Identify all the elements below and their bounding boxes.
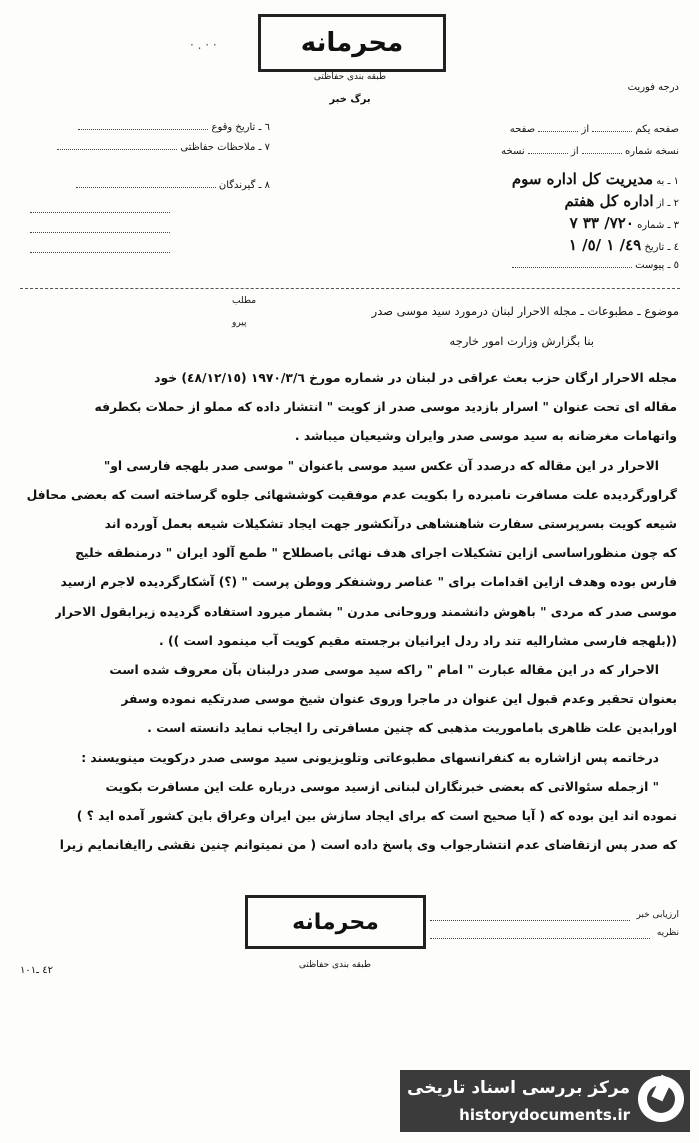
priority-label: درجه فوریت bbox=[627, 82, 679, 93]
evaluation-line bbox=[430, 920, 630, 921]
right-field-from: ٢ ـ از اداره کل هفتم bbox=[564, 192, 679, 210]
body-line: مقاله ای تحت عنوان " اسرار بازدید موسی صدر از کویت " انتشار داده که مملو از حملات بکطرفه bbox=[94, 400, 677, 415]
addressee-line: بنا بگزارش وزارت امور خارجه bbox=[449, 334, 594, 348]
body-line: که صدر پس ازتقاضای عدم انتشارجواب وی پاسخ داده است ( من نمیتوانم چنین نقشی راایفانمایم زیرا bbox=[59, 838, 677, 853]
right-field-copy: نسخه شماره از نسخه bbox=[501, 146, 679, 157]
classification-sub: طبقه بندی حفاظتی bbox=[313, 72, 387, 82]
left-dotted-line bbox=[30, 212, 170, 213]
left-field-notes: ٧ ـ ملاحظات حفاظتی bbox=[30, 142, 270, 153]
right-field-attachment: ٥ ـ پیوست bbox=[419, 260, 679, 271]
body-line: درخاتمه پس ازاشاره به کنفرانسهای مطبوعاتی وتلویزیونی سید موسی صدر درکویت مینویسند : bbox=[81, 750, 659, 765]
watermark-banner bbox=[400, 1070, 690, 1132]
body-line: فارس بوده وهدف ازاین اقدامات برای " عناصر روشنفکر ووطن پرست " (؟) آشکارگردیده لاجرم ازسید bbox=[60, 575, 677, 590]
body-line: موسی صدر که مردی " باهوش دانشمند وروحانی مدرن " بشمار میرود استفاده گردیده زیرابقول الاحرار bbox=[54, 604, 677, 619]
subject-line: موضوع ـ مطبوعات ـ مجله الاحرار لبنان درمورد سید موسی صدر bbox=[371, 304, 679, 318]
body-line: الاحرار در این مقاله که درصدد آن عکس سید موسی باعنوان " موسی صدر بلهجه فارسی او" bbox=[103, 458, 659, 473]
left-field-recipients: ٨ ـ گیرندگان bbox=[30, 180, 270, 191]
right-field-number: ٣ ـ شماره ٧٢٠/ ٣٣ ٧ bbox=[569, 214, 679, 232]
right-field-page: صفحه یکم از صفحه bbox=[509, 124, 679, 135]
bottom-stamp-text: محرمانه bbox=[292, 909, 379, 935]
side-label-subject: مطلب bbox=[232, 296, 257, 306]
body-line: بعنوان تحقیر وعدم قبول این عنوان در ماجرا وروی عنوان شیخ موسی صدرتکیه نموده وسفر bbox=[121, 692, 677, 707]
body-line: اورابدین علت ظاهری باماموریت مذهبی که چنین مسافرتی را ایجاب نماید دانسته است . bbox=[147, 721, 677, 736]
body-line: نموده اند این بوده که ( آیا صحیح است که برای ایجاد سازش بین ایران وعراق باین کشور آمده اید ؟ ) bbox=[76, 809, 677, 823]
bottom-classification-sub: طبقه بندی حفاظتی bbox=[298, 960, 372, 970]
body-line: که چون منظوراساسی ازاین تشکیلات اجرای هدف نهائی باصطلاح " طمع آلود ایران " درمنطقه خلیج bbox=[75, 546, 677, 561]
form-title: برگ خبر bbox=[329, 94, 371, 105]
body-line: الاحرار که در این مقاله عبارت " امام " راکه سید موسی صدر درلبنان بآن معروف شده است bbox=[109, 663, 659, 677]
archive-logo-icon bbox=[638, 1076, 684, 1122]
right-field-date: ٤ ـ تاریخ ٤٩/ ١ /٥/ ١ bbox=[568, 236, 679, 254]
body-line: گراورگردیده علت مسافرت نامبرده را بکویت عدم موفقیت کوششهائی جلوه گرساخته است که بعضی محافل bbox=[26, 487, 677, 502]
header-dots: · . · · bbox=[190, 38, 217, 52]
classification-stamp bbox=[258, 14, 446, 72]
body-line: واتهامات مغرضانه به سید موسی صدر وایران وشیعیان میباشد . bbox=[294, 429, 677, 444]
body-line: ((بلهجه فارسی مشارالیه تند راد ردل ایرانیان برجسته مقیم کویت آب مینمود است )) . bbox=[159, 633, 677, 648]
body-line: " ازجمله سئوالاتی که بعضی خبرنگاران لبنانی ازسید موسی درباره علت این مسافرت بکویت bbox=[105, 779, 659, 794]
body-line: مجله الاحرار ارگان حزب بعث عراقی در لبنان در شماره مورخ ١٩٧٠/٣/٦ (٤٨/١٢/١٥) خود bbox=[154, 371, 677, 385]
body-line: شیعه کویت بسرپرستی سفارت شاهنشاهی درآنکشور جهت ایجاد تشکیلات شیعه بعمل آورده اند bbox=[104, 517, 677, 531]
form-code: ٤٢ ـ١٠١ bbox=[20, 965, 53, 976]
right-field-to: ١ ـ به مدیریت کل اداره سوم bbox=[511, 170, 679, 188]
opinion-label: نظریه bbox=[656, 928, 679, 938]
left-field-date: ٦ ـ تاریخ وقوع bbox=[30, 122, 270, 133]
left-dotted-line bbox=[30, 252, 170, 253]
side-label-followup: پیرو bbox=[232, 318, 247, 328]
classification-stamp-text: محرمانه bbox=[300, 28, 404, 58]
watermark-url: historydocuments.ir bbox=[459, 1106, 630, 1124]
evaluation-label: ارزیابی خبر bbox=[636, 910, 679, 920]
bottom-classification-stamp bbox=[245, 895, 426, 949]
opinion-line bbox=[430, 938, 650, 939]
left-dotted-line bbox=[30, 232, 170, 233]
header-divider bbox=[20, 288, 680, 289]
watermark-title: مرکز بررسی اسناد تاریخی bbox=[407, 1078, 630, 1098]
